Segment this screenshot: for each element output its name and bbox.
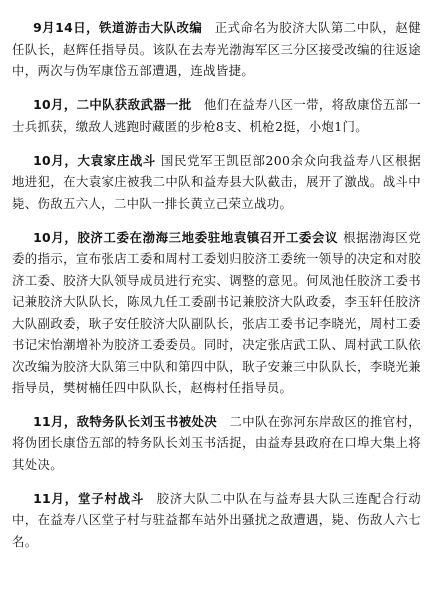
entry-date: 11月， xyxy=(33,490,79,506)
entry-date: 10月， xyxy=(33,229,78,245)
entry-body: 二中队在弥河东岸敌区的推官村，将伪团长康岱五部的特务队长刘玉书活捉，由益寿县政府在口埠大集上将其处决。 xyxy=(12,413,421,472)
chronicle-entry-1 xyxy=(12,17,421,82)
entry-headline: 堂子村战斗 xyxy=(78,490,145,506)
entry-headline: 二中队获敌武器一批 xyxy=(76,97,192,113)
entry-body: 正式命名为胶济大队第二中队，赵健任队长，赵辉任指导员。该队在去寿光渤海军区三分区接受改编的往返途中，两次与伪军康岱五部遭遇，连战皆捷。 xyxy=(12,20,421,79)
entry-body: 国民党军王凯臣部200余众向我益寿八区根据地进犯，在大袁家庄被我二中队和益寿县大队截击，展开了激战。战斗中毙、伤敌五六人，二中队一排长黄立己荣立战功。 xyxy=(12,152,421,211)
chronicle-entry-3 xyxy=(12,150,421,215)
entry-body: 他们在益寿八区一带，将敌康岱五部一士兵抓获，缴敌人逃跑时藏匿的步枪8支、机枪2挺，小炮1门。 xyxy=(12,97,421,134)
entry-headline: 胶济工委在渤海三地委驻地袁镇召开工委会议 xyxy=(77,229,339,245)
entry-date: 9月14日， xyxy=(33,20,100,36)
chronicle-entry-2 xyxy=(12,94,421,137)
chronicle-entry-6 xyxy=(12,488,421,553)
entry-headline: 铁道游击大队改编 xyxy=(99,20,203,36)
entry-headline: 敌特务队长刘玉书被处决 xyxy=(76,413,218,429)
entry-headline: 大袁家庄战斗 xyxy=(77,152,156,168)
entry-date: 10月， xyxy=(33,97,77,113)
entry-body: 根据渤海区党委的指示，宣布张店工委和周村工委划归胶济工委统一领导的决定和对胶济工委、胶济大队领导成员进行充实、调整的意见。何凤池任胶济工委书记兼胶济大队队长，陈凤九任工委副书记兼胶济大队政委，李玉轩任胶济大队副政委，耿子安任胶济大队副队长，张店工委书记李晓光，周村工委书记宋怡潮增补为胶济工委委员。同时，决定张店武工队、周村武工队依次改编为胶济大队第三中队和第四中队，耿子安兼三中队队长，李晓光兼指导员，樊树楠任四中队队长，赵梅村任指导员。 xyxy=(12,229,421,396)
entry-date: 11月， xyxy=(33,413,77,429)
entry-body: 胶济大队二中队在与益寿县大队三连配合行动中，在益寿八区堂子村与驻益都车站外出骚扰之敌遭遇，毙、伤敌人六七名。 xyxy=(12,490,421,549)
chronicle-entry-4 xyxy=(12,227,421,399)
chronicle-entry-5 xyxy=(12,411,421,476)
entry-date: 10月， xyxy=(33,152,78,168)
